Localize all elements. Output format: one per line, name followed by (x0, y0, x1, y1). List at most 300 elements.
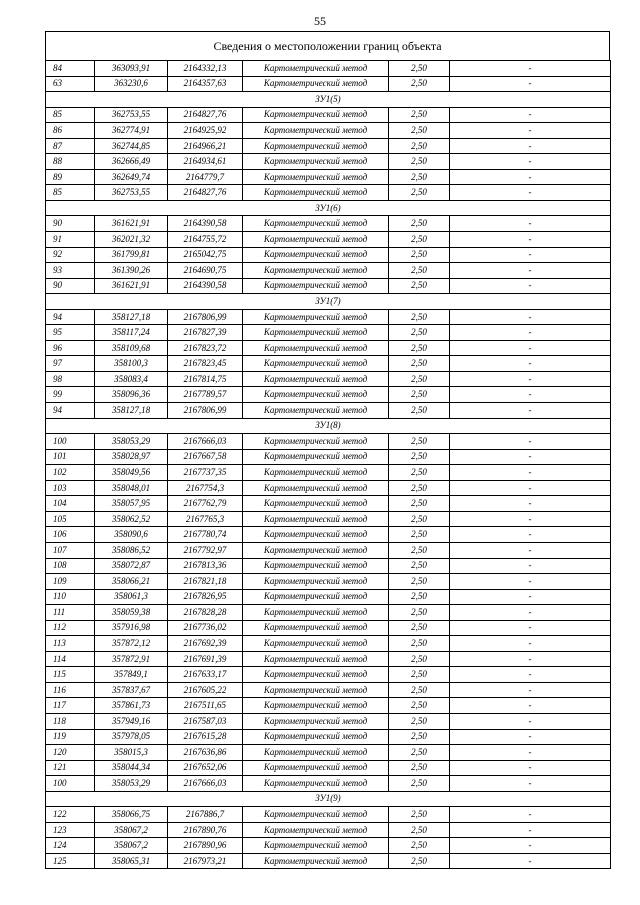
table-row (46, 403, 611, 419)
x-coordinate-cell: 358072,87 (95, 558, 168, 574)
point-number-cell: 125 (46, 853, 95, 869)
description-cell: - (450, 434, 611, 450)
table-row (46, 61, 611, 77)
point-number-cell: 91 (46, 232, 95, 248)
x-coordinate-cell: 358053,29 (95, 776, 168, 792)
accuracy-cell: 2,50 (389, 605, 450, 621)
table-row (46, 263, 611, 279)
y-coordinate-cell: 2167827,39 (168, 325, 243, 341)
x-coordinate-cell: 357861,73 (95, 698, 168, 714)
method-cell: Картометрический метод (243, 822, 389, 838)
description-cell: - (450, 589, 611, 605)
x-coordinate-cell: 358053,29 (95, 434, 168, 450)
method-cell: Картометрический метод (243, 185, 389, 201)
accuracy-cell: 2,50 (389, 838, 450, 854)
point-number-cell: 117 (46, 698, 95, 714)
y-coordinate-cell: 2167587,03 (168, 713, 243, 729)
point-number-cell: 97 (46, 356, 95, 372)
point-number-cell: 101 (46, 449, 95, 465)
accuracy-cell: 2,50 (389, 496, 450, 512)
method-cell: Картометрический метод (243, 480, 389, 496)
y-coordinate-cell: 2164390,58 (168, 278, 243, 294)
point-number-cell: 105 (46, 511, 95, 527)
table-row (46, 511, 611, 527)
section-label: ЗУ1(9) (46, 791, 611, 807)
point-number-cell: 90 (46, 216, 95, 232)
y-coordinate-cell: 2167692,39 (168, 636, 243, 652)
y-coordinate-cell: 2167973,21 (168, 853, 243, 869)
x-coordinate-cell: 358028,97 (95, 449, 168, 465)
x-coordinate-cell: 361621,91 (95, 278, 168, 294)
y-coordinate-cell: 2164332,13 (168, 61, 243, 77)
table-row (46, 340, 611, 356)
description-cell: - (450, 527, 611, 543)
method-cell: Картометрический метод (243, 527, 389, 543)
point-number-cell: 106 (46, 527, 95, 543)
point-number-cell: 120 (46, 745, 95, 761)
table-row (46, 838, 611, 854)
method-cell: Картометрический метод (243, 605, 389, 621)
x-coordinate-cell: 357837,67 (95, 682, 168, 698)
point-number-cell: 96 (46, 340, 95, 356)
x-coordinate-cell: 357949,16 (95, 713, 168, 729)
y-coordinate-cell: 2167652,06 (168, 760, 243, 776)
point-number-cell: 111 (46, 605, 95, 621)
x-coordinate-cell: 358109,68 (95, 340, 168, 356)
accuracy-cell: 2,50 (389, 232, 450, 248)
table-row (46, 154, 611, 170)
page-number: 55 (314, 14, 326, 28)
description-cell: - (450, 480, 611, 496)
table-row (46, 682, 611, 698)
method-cell: Картометрический метод (243, 387, 389, 403)
method-cell: Картометрический метод (243, 620, 389, 636)
y-coordinate-cell: 2167754,3 (168, 480, 243, 496)
x-coordinate-cell: 358062,52 (95, 511, 168, 527)
x-coordinate-cell: 357916,98 (95, 620, 168, 636)
table-row (46, 123, 611, 139)
description-cell: - (450, 76, 611, 92)
section-label: ЗУ1(5) (46, 92, 611, 108)
table-row (46, 760, 611, 776)
method-cell: Картометрический метод (243, 496, 389, 512)
point-number-cell: 110 (46, 589, 95, 605)
point-number-cell: 85 (46, 107, 95, 123)
table-row (46, 605, 611, 621)
table-row (46, 278, 611, 294)
accuracy-cell: 2,50 (389, 776, 450, 792)
y-coordinate-cell: 2167667,58 (168, 449, 243, 465)
point-number-cell: 114 (46, 651, 95, 667)
y-coordinate-cell: 2167890,96 (168, 838, 243, 854)
table-row (46, 169, 611, 185)
accuracy-cell: 2,50 (389, 589, 450, 605)
y-coordinate-cell: 2167615,28 (168, 729, 243, 745)
description-cell: - (450, 232, 611, 248)
accuracy-cell: 2,50 (389, 574, 450, 590)
accuracy-cell: 2,50 (389, 713, 450, 729)
section-label: ЗУ1(6) (46, 200, 611, 216)
method-cell: Картометрический метод (243, 760, 389, 776)
section-label: ЗУ1(8) (46, 418, 611, 434)
method-cell: Картометрический метод (243, 169, 389, 185)
x-coordinate-cell: 358015,3 (95, 745, 168, 761)
y-coordinate-cell: 2167886,7 (168, 807, 243, 823)
point-number-cell: 87 (46, 138, 95, 154)
method-cell: Картометрический метод (243, 853, 389, 869)
section-header-row (46, 294, 611, 310)
method-cell: Картометрический метод (243, 682, 389, 698)
accuracy-cell: 2,50 (389, 356, 450, 372)
point-number-cell: 94 (46, 309, 95, 325)
description-cell: - (450, 309, 611, 325)
table-row (46, 807, 611, 823)
point-number-cell: 98 (46, 371, 95, 387)
description-cell: - (450, 138, 611, 154)
x-coordinate-cell: 358090,6 (95, 527, 168, 543)
accuracy-cell: 2,50 (389, 123, 450, 139)
x-coordinate-cell: 358067,2 (95, 838, 168, 854)
description-cell: - (450, 807, 611, 823)
accuracy-cell: 2,50 (389, 682, 450, 698)
y-coordinate-cell: 2164390,58 (168, 216, 243, 232)
x-coordinate-cell: 362753,55 (95, 185, 168, 201)
x-coordinate-cell: 362753,55 (95, 107, 168, 123)
x-coordinate-cell: 363093,91 (95, 61, 168, 77)
table-row (46, 620, 611, 636)
y-coordinate-cell: 2164827,76 (168, 185, 243, 201)
point-number-cell: 99 (46, 387, 95, 403)
x-coordinate-cell: 362649,74 (95, 169, 168, 185)
table-row (46, 247, 611, 263)
accuracy-cell: 2,50 (389, 667, 450, 683)
y-coordinate-cell: 2167821,18 (168, 574, 243, 590)
point-number-cell: 104 (46, 496, 95, 512)
y-coordinate-cell: 2167823,72 (168, 340, 243, 356)
method-cell: Картометрический метод (243, 61, 389, 77)
x-coordinate-cell: 357978,05 (95, 729, 168, 745)
accuracy-cell: 2,50 (389, 138, 450, 154)
y-coordinate-cell: 2167814,75 (168, 371, 243, 387)
accuracy-cell: 2,50 (389, 558, 450, 574)
table-row (46, 574, 611, 590)
table-row (46, 745, 611, 761)
x-coordinate-cell: 362666,49 (95, 154, 168, 170)
y-coordinate-cell: 2164966,21 (168, 138, 243, 154)
method-cell: Картометрический метод (243, 511, 389, 527)
table-row (46, 636, 611, 652)
accuracy-cell: 2,50 (389, 247, 450, 263)
accuracy-cell: 2,50 (389, 169, 450, 185)
point-number-cell: 109 (46, 574, 95, 590)
description-cell: - (450, 278, 611, 294)
description-cell: - (450, 325, 611, 341)
x-coordinate-cell: 362021,32 (95, 232, 168, 248)
description-cell: - (450, 263, 611, 279)
y-coordinate-cell: 2167806,99 (168, 403, 243, 419)
accuracy-cell: 2,50 (389, 465, 450, 481)
x-coordinate-cell: 362774,91 (95, 123, 168, 139)
accuracy-cell: 2,50 (389, 822, 450, 838)
x-coordinate-cell: 358048,01 (95, 480, 168, 496)
method-cell: Картометрический метод (243, 371, 389, 387)
accuracy-cell: 2,50 (389, 511, 450, 527)
description-cell: - (450, 340, 611, 356)
x-coordinate-cell: 361799,81 (95, 247, 168, 263)
y-coordinate-cell: 2167736,02 (168, 620, 243, 636)
section-header-row (46, 200, 611, 216)
accuracy-cell: 2,50 (389, 387, 450, 403)
accuracy-cell: 2,50 (389, 263, 450, 279)
point-number-cell: 90 (46, 278, 95, 294)
description-cell: - (450, 216, 611, 232)
point-number-cell: 94 (46, 403, 95, 419)
method-cell: Картометрический метод (243, 154, 389, 170)
x-coordinate-cell: 362744,85 (95, 138, 168, 154)
table-row (46, 651, 611, 667)
description-cell: - (450, 667, 611, 683)
y-coordinate-cell: 2167666,03 (168, 776, 243, 792)
accuracy-cell: 2,50 (389, 61, 450, 77)
boundary-coordinates-table (45, 60, 611, 869)
accuracy-cell: 2,50 (389, 620, 450, 636)
accuracy-cell: 2,50 (389, 449, 450, 465)
y-coordinate-cell: 2164925,92 (168, 123, 243, 139)
description-cell: - (450, 247, 611, 263)
table-title: Сведения о местоположении границ объекта (45, 31, 610, 60)
accuracy-cell: 2,50 (389, 403, 450, 419)
x-coordinate-cell: 358117,24 (95, 325, 168, 341)
description-cell: - (450, 822, 611, 838)
accuracy-cell: 2,50 (389, 107, 450, 123)
x-coordinate-cell: 361390,26 (95, 263, 168, 279)
point-number-cell: 95 (46, 325, 95, 341)
y-coordinate-cell: 2167792,97 (168, 542, 243, 558)
y-coordinate-cell: 2167633,17 (168, 667, 243, 683)
description-cell: - (450, 574, 611, 590)
description-cell: - (450, 542, 611, 558)
method-cell: Картометрический метод (243, 138, 389, 154)
y-coordinate-cell: 2167789,57 (168, 387, 243, 403)
table-row (46, 853, 611, 869)
method-cell: Картометрический метод (243, 263, 389, 279)
description-cell: - (450, 107, 611, 123)
x-coordinate-cell: 357872,12 (95, 636, 168, 652)
x-coordinate-cell: 358127,18 (95, 309, 168, 325)
accuracy-cell: 2,50 (389, 216, 450, 232)
x-coordinate-cell: 358127,18 (95, 403, 168, 419)
description-cell: - (450, 511, 611, 527)
point-number-cell: 115 (46, 667, 95, 683)
method-cell: Картометрический метод (243, 574, 389, 590)
method-cell: Картометрический метод (243, 76, 389, 92)
description-cell: - (450, 636, 611, 652)
point-number-cell: 121 (46, 760, 95, 776)
table-row (46, 449, 611, 465)
table-row (46, 76, 611, 92)
table-row (46, 107, 611, 123)
x-coordinate-cell: 358059,38 (95, 605, 168, 621)
table-row (46, 185, 611, 201)
description-cell: - (450, 698, 611, 714)
table-row (46, 589, 611, 605)
description-cell: - (450, 185, 611, 201)
table-row (46, 698, 611, 714)
method-cell: Картометрический метод (243, 232, 389, 248)
accuracy-cell: 2,50 (389, 542, 450, 558)
x-coordinate-cell: 358066,21 (95, 574, 168, 590)
method-cell: Картометрический метод (243, 216, 389, 232)
method-cell: Картометрический метод (243, 247, 389, 263)
accuracy-cell: 2,50 (389, 698, 450, 714)
accuracy-cell: 2,50 (389, 340, 450, 356)
method-cell: Картометрический метод (243, 325, 389, 341)
y-coordinate-cell: 2167828,28 (168, 605, 243, 621)
description-cell: - (450, 620, 611, 636)
description-cell: - (450, 713, 611, 729)
method-cell: Картометрический метод (243, 558, 389, 574)
table-row (46, 480, 611, 496)
table-row (46, 325, 611, 341)
method-cell: Картометрический метод (243, 340, 389, 356)
accuracy-cell: 2,50 (389, 185, 450, 201)
x-coordinate-cell: 357872,91 (95, 651, 168, 667)
table-row (46, 776, 611, 792)
y-coordinate-cell: 2165042,75 (168, 247, 243, 263)
accuracy-cell: 2,50 (389, 853, 450, 869)
x-coordinate-cell: 358057,95 (95, 496, 168, 512)
y-coordinate-cell: 2167806,99 (168, 309, 243, 325)
accuracy-cell: 2,50 (389, 807, 450, 823)
table-row (46, 434, 611, 450)
y-coordinate-cell: 2167691,39 (168, 651, 243, 667)
description-cell: - (450, 356, 611, 372)
y-coordinate-cell: 2167666,03 (168, 434, 243, 450)
y-coordinate-cell: 2167765,3 (168, 511, 243, 527)
y-coordinate-cell: 2167605,22 (168, 682, 243, 698)
point-number-cell: 86 (46, 123, 95, 139)
table-row (46, 527, 611, 543)
method-cell: Картометрический метод (243, 403, 389, 419)
description-cell: - (450, 169, 611, 185)
description-cell: - (450, 760, 611, 776)
y-coordinate-cell: 2167511,65 (168, 698, 243, 714)
method-cell: Картометрический метод (243, 356, 389, 372)
y-coordinate-cell: 2167737,35 (168, 465, 243, 481)
point-number-cell: 112 (46, 620, 95, 636)
accuracy-cell: 2,50 (389, 325, 450, 341)
point-number-cell: 92 (46, 247, 95, 263)
x-coordinate-cell: 358086,52 (95, 542, 168, 558)
y-coordinate-cell: 2167823,45 (168, 356, 243, 372)
accuracy-cell: 2,50 (389, 480, 450, 496)
description-cell: - (450, 465, 611, 481)
table-row (46, 822, 611, 838)
section-header-row (46, 791, 611, 807)
section-header-row (46, 92, 611, 108)
table-row (46, 371, 611, 387)
method-cell: Картометрический метод (243, 636, 389, 652)
accuracy-cell: 2,50 (389, 76, 450, 92)
x-coordinate-cell: 358065,31 (95, 853, 168, 869)
point-number-cell: 113 (46, 636, 95, 652)
y-coordinate-cell: 2167780,74 (168, 527, 243, 543)
description-cell: - (450, 853, 611, 869)
x-coordinate-cell: 363230,6 (95, 76, 168, 92)
description-cell: - (450, 745, 611, 761)
point-number-cell: 63 (46, 76, 95, 92)
method-cell: Картометрический метод (243, 776, 389, 792)
table-row (46, 138, 611, 154)
description-cell: - (450, 387, 611, 403)
table-row (46, 713, 611, 729)
accuracy-cell: 2,50 (389, 309, 450, 325)
table-row (46, 729, 611, 745)
accuracy-cell: 2,50 (389, 527, 450, 543)
section-label: ЗУ1(7) (46, 294, 611, 310)
table-row (46, 309, 611, 325)
method-cell: Картометрический метод (243, 745, 389, 761)
point-number-cell: 85 (46, 185, 95, 201)
method-cell: Картометрический метод (243, 698, 389, 714)
description-cell: - (450, 682, 611, 698)
x-coordinate-cell: 358049,56 (95, 465, 168, 481)
point-number-cell: 102 (46, 465, 95, 481)
accuracy-cell: 2,50 (389, 278, 450, 294)
point-number-cell: 124 (46, 838, 95, 854)
method-cell: Картометрический метод (243, 713, 389, 729)
y-coordinate-cell: 2167813,36 (168, 558, 243, 574)
point-number-cell: 84 (46, 61, 95, 77)
accuracy-cell: 2,50 (389, 760, 450, 776)
description-cell: - (450, 371, 611, 387)
point-number-cell: 100 (46, 776, 95, 792)
point-number-cell: 123 (46, 822, 95, 838)
description-cell: - (450, 776, 611, 792)
table-row (46, 496, 611, 512)
y-coordinate-cell: 2167636,86 (168, 745, 243, 761)
table-row (46, 465, 611, 481)
y-coordinate-cell: 2164755,72 (168, 232, 243, 248)
method-cell: Картометрический метод (243, 278, 389, 294)
method-cell: Картометрический метод (243, 465, 389, 481)
x-coordinate-cell: 358061,3 (95, 589, 168, 605)
x-coordinate-cell: 358067,2 (95, 822, 168, 838)
accuracy-cell: 2,50 (389, 434, 450, 450)
table-row (46, 232, 611, 248)
method-cell: Картометрический метод (243, 807, 389, 823)
method-cell: Картометрический метод (243, 729, 389, 745)
x-coordinate-cell: 357849,1 (95, 667, 168, 683)
accuracy-cell: 2,50 (389, 651, 450, 667)
point-number-cell: 122 (46, 807, 95, 823)
accuracy-cell: 2,50 (389, 636, 450, 652)
accuracy-cell: 2,50 (389, 729, 450, 745)
table-row (46, 387, 611, 403)
point-number-cell: 107 (46, 542, 95, 558)
description-cell: - (450, 558, 611, 574)
y-coordinate-cell: 2164690,75 (168, 263, 243, 279)
point-number-cell: 118 (46, 713, 95, 729)
method-cell: Картометрический метод (243, 309, 389, 325)
y-coordinate-cell: 2167762,79 (168, 496, 243, 512)
method-cell: Картометрический метод (243, 107, 389, 123)
x-coordinate-cell: 358066,75 (95, 807, 168, 823)
point-number-cell: 93 (46, 263, 95, 279)
point-number-cell: 119 (46, 729, 95, 745)
description-cell: - (450, 154, 611, 170)
point-number-cell: 103 (46, 480, 95, 496)
